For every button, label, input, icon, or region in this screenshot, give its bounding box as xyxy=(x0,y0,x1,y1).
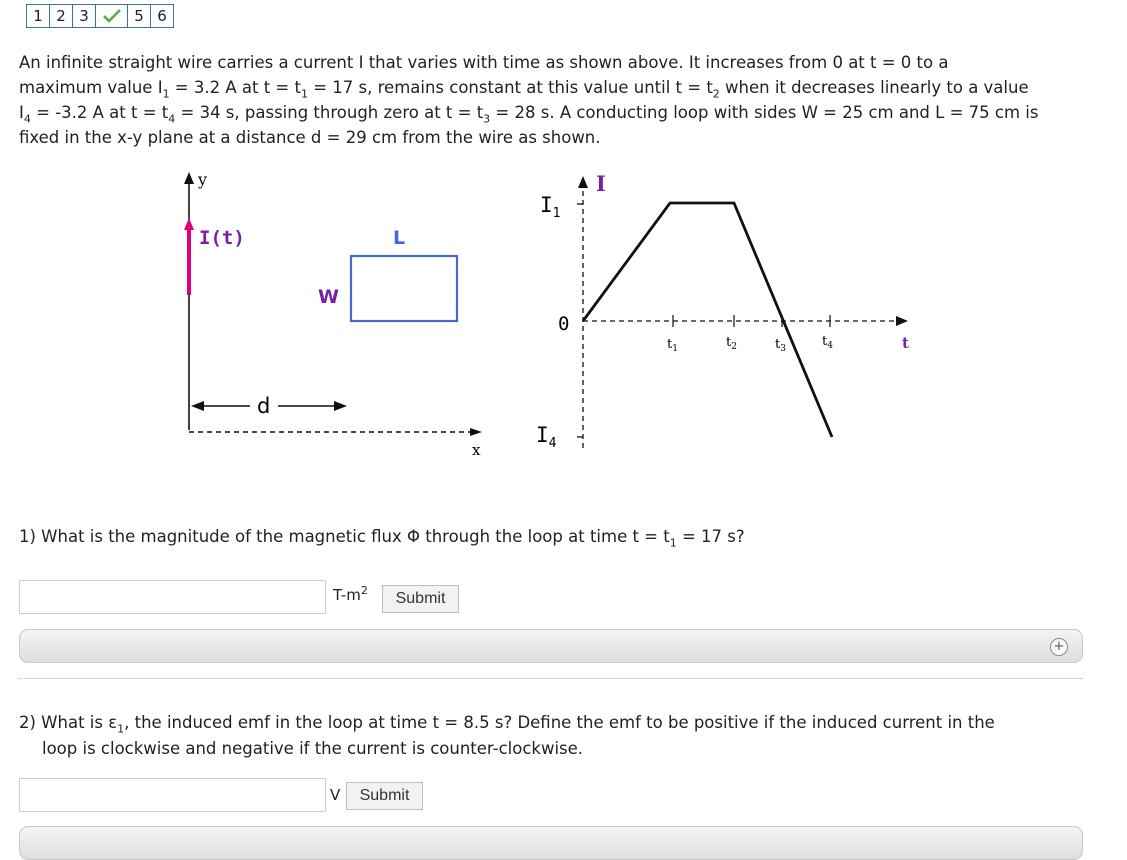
conducting-loop xyxy=(351,256,457,321)
intro-line-1: An infinite straight wire carries a current I that varies with time as shown above. It increases from 0 at t = 0 to a xyxy=(19,53,949,72)
wire-loop-diagram xyxy=(184,170,482,459)
plus-icon[interactable]: + xyxy=(1050,638,1068,656)
emf-unit-label: V xyxy=(330,786,341,804)
t1-label: $t_1$ xyxy=(667,337,678,354)
question-1: 1) What is the magnitude of the magnetic flux Φ through the loop at time $t = t_1 = 17$ s? xyxy=(19,527,745,550)
zero-label: 0 xyxy=(558,313,570,335)
tab-4-completed[interactable] xyxy=(95,4,128,28)
intro-line-2: maximum value $I_1 = 3.2$ A at $t = t_1 = 17$ s, remains constant at this value until $t = t_2$ when it decreases linearly to a value xyxy=(19,78,1029,101)
loop-W-label: W xyxy=(318,286,339,308)
current-label: I(t) xyxy=(199,227,245,249)
t4-label: $t_4$ xyxy=(822,334,833,351)
problem-figure xyxy=(0,160,960,460)
tab-2[interactable]: 2 xyxy=(49,4,73,28)
flux-unit-label: $T-m^2$ xyxy=(333,584,368,604)
question-2-line-1: 2) What is $\varepsilon_1$, the induced emf in the loop at time t = 8.5 s? Define the emf to be positive if the induced current in the xyxy=(19,713,995,736)
I1-label: $I_1$ xyxy=(540,193,561,221)
tab-5[interactable]: 5 xyxy=(127,4,151,28)
divider xyxy=(19,678,1083,679)
t2-label: $t_2$ xyxy=(726,335,737,352)
q2-submit-button[interactable]: Submit xyxy=(346,782,423,810)
problem-statement xyxy=(19,50,1109,150)
y-axis-label: y xyxy=(198,170,208,189)
current-time-graph xyxy=(536,171,909,451)
tab-3[interactable]: 3 xyxy=(72,4,96,28)
intro-line-4: fixed in the x-y plane at a distance d = 29 cm from the wire as shown. xyxy=(19,128,601,147)
current-axis-label: I xyxy=(596,171,606,196)
question-tabs xyxy=(26,4,173,28)
question-2-line-2: loop is clockwise and negative if the current is counter-clockwise. xyxy=(42,739,584,758)
t3-label: $t_3$ xyxy=(775,337,786,354)
q1-submit-button[interactable]: Submit xyxy=(382,585,459,613)
distance-d-label: d xyxy=(257,394,271,418)
q2-hint-bar[interactable] xyxy=(19,826,1083,860)
intro-line-3: $I_4 = -3.2$ A at $t = t_4 = 34$ s, passing through zero at $t = t_3 = 28$ s. A conducting loop with sides W = 25 cm and L = 75 cm is xyxy=(19,103,1039,126)
checkmark-icon xyxy=(102,8,122,24)
tab-6[interactable]: 6 xyxy=(150,4,174,28)
x-axis-label: x xyxy=(472,441,481,459)
tab-1[interactable]: 1 xyxy=(26,4,50,28)
time-axis-label: t xyxy=(902,334,909,352)
current-curve xyxy=(583,203,832,437)
flux-answer-input[interactable] xyxy=(19,580,326,614)
q1-hint-bar[interactable] xyxy=(19,629,1083,663)
question-2 xyxy=(19,710,1099,762)
I4-label: $I_4$ xyxy=(536,423,557,451)
emf-answer-input[interactable] xyxy=(19,778,326,812)
loop-L-label: L xyxy=(393,227,406,249)
